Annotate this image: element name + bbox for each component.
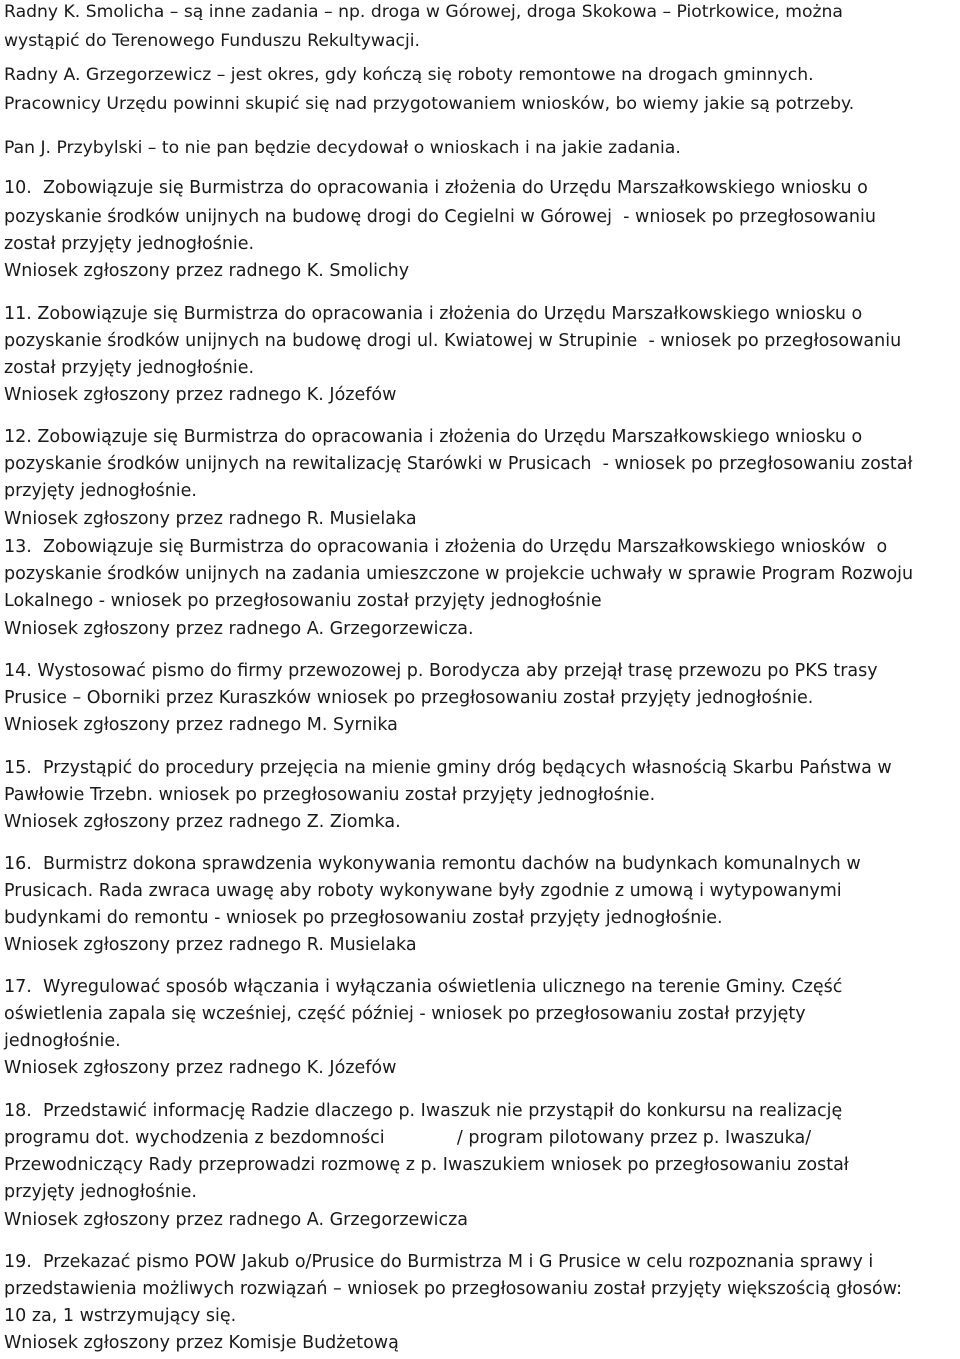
text-line: wystąpić do Terenowego Funduszu Rekultywacji. xyxy=(4,31,420,51)
text-line: pozyskanie środków unijnych na rewitalizację Starówki w Prusicach - wniosek po przegłosowaniu został xyxy=(4,454,913,474)
text-line: Pracownicy Urzędu powinni skupić się nad przygotowaniem wniosków, bo wiemy jakie są potrzeby. xyxy=(4,94,855,114)
text-line: 15. Przystąpić do procedury przejęcia na mienie gminy dróg będących własnością Skarbu Państwa w xyxy=(4,758,892,778)
text-line: pozyskanie środków unijnych na zadania umieszczone w projekcie uchwały w sprawie Program Rozwoju xyxy=(4,564,914,584)
text-line: 13. Zobowiązuje się Burmistrza do opracowania i złożenia do Urzędu Marszałkowskiego wniosków o xyxy=(4,537,888,557)
text-line: Wniosek zgłoszony przez radnego A. Grzegorzewicza xyxy=(4,1210,468,1230)
text-line: został przyjęty jednogłośnie. xyxy=(4,358,255,378)
text-line: Pawłowie Trzebn. wniosek po przegłosowaniu został przyjęty jednogłośnie. xyxy=(4,785,656,805)
text-line: 19. Przekazać pismo POW Jakub o/Prusice do Burmistrza M i G Prusice w celu rozpoznania sprawy i xyxy=(4,1252,874,1272)
text-line: Wniosek zgłoszony przez radnego Z. Ziomka. xyxy=(4,812,401,832)
text-line: Prusice – Oborniki przez Kuraszków wniosek po przegłosowaniu został przyjęty jednogłośnie. xyxy=(4,688,814,708)
text-line: przyjęty jednogłośnie. xyxy=(4,1182,197,1202)
text-line: pozyskanie środków unijnych na budowę drogi ul. Kwiatowej w Strupinie - wniosek po przegłosowaniu xyxy=(4,331,902,351)
text-line: Lokalnego - wniosek po przegłosowaniu został przyjęty jednogłośnie xyxy=(4,591,602,611)
text-line: Pan J. Przybylski – to nie pan będzie decydował o wnioskach i na jakie zadania. xyxy=(4,138,681,158)
text-line: 17. Wyregulować sposób włączania i wyłączania oświetlenia ulicznego na terenie Gminy. Część xyxy=(4,977,843,997)
text-line: Radny A. Grzegorzewicz – jest okres, gdy kończą się roboty remontowe na drogach gminnych. xyxy=(4,65,814,85)
text-line: Wniosek zgłoszony przez Komisje Budżetową xyxy=(4,1333,399,1353)
text-line: Wniosek zgłoszony przez radnego A. Grzegorzewicza. xyxy=(4,619,474,639)
text-line: 12. Zobowiązuje się Burmistrza do opracowania i złożenia do Urzędu Marszałkowskiego wniosku o xyxy=(4,427,863,447)
text-line: 11. Zobowiązuje się Burmistrza do opracowania i złożenia do Urzędu Marszałkowskiego wniosku o xyxy=(4,304,863,324)
text-line: przyjęty jednogłośnie. xyxy=(4,481,197,501)
text-line: 10 za, 1 wstrzymujący się. xyxy=(4,1306,237,1326)
text-line: Przewodniczący Rady przeprowadzi rozmowę z p. Iwaszukiem wniosek po przegłosowaniu został xyxy=(4,1155,849,1175)
text-line: budynkami do remontu - wniosek po przegłosowaniu został przyjęty jednogłośnie. xyxy=(4,908,723,928)
text-line: programu dot. wychodzenia z bezdomności / program pilotowany przez p. Iwaszuka/ xyxy=(4,1128,812,1148)
text-line: 10. Zobowiązuje się Burmistrza do opracowania i złożenia do Urzędu Marszałkowskiego wniosku o xyxy=(4,178,868,198)
text-line: Wniosek zgłoszony przez radnego K. Smolichy xyxy=(4,261,410,281)
text-line: Wniosek zgłoszony przez radnego R. Musielaka xyxy=(4,509,417,529)
text-line: Radny K. Smolicha – są inne zadania – np. droga w Górowej, droga Skokowa – Piotrkowice, można xyxy=(4,2,843,22)
text-line: jednogłośnie. xyxy=(4,1031,121,1051)
text-line: 18. Przedstawić informację Radzie dlaczego p. Iwaszuk nie przystąpił do konkursu na realizację xyxy=(4,1101,843,1121)
text-line: został przyjęty jednogłośnie. xyxy=(4,234,255,254)
text-line: Prusicach. Rada zwraca uwagę aby roboty wykonywane były zgodnie z umową i wytypowanymi xyxy=(4,881,842,901)
text-line: 14. Wystosować pismo do firmy przewozowej p. Borodycza aby przejął trasę przewozu po PKS trasy xyxy=(4,661,878,681)
text-line: oświetlenia zapala się wcześniej, część później - wniosek po przegłosowaniu został przyjęty xyxy=(4,1004,806,1024)
text-line: przedstawienia możliwych rozwiązań – wniosek po przegłosowaniu został przyjęty większością głosów: xyxy=(4,1279,903,1299)
text-line: Wniosek zgłoszony przez radnego K. Józefów xyxy=(4,385,397,405)
text-line: Wniosek zgłoszony przez radnego R. Musielaka xyxy=(4,935,417,955)
text-line: pozyskanie środków unijnych na budowę drogi do Cegielni w Górowej - wniosek po przegłosowaniu xyxy=(4,207,876,227)
text-line: Wniosek zgłoszony przez radnego K. Józefów xyxy=(4,1058,397,1078)
text-line: 16. Burmistrz dokona sprawdzenia wykonywania remontu dachów na budynkach komunalnych w xyxy=(4,854,861,874)
text-line: Wniosek zgłoszony przez radnego M. Syrnika xyxy=(4,715,398,735)
